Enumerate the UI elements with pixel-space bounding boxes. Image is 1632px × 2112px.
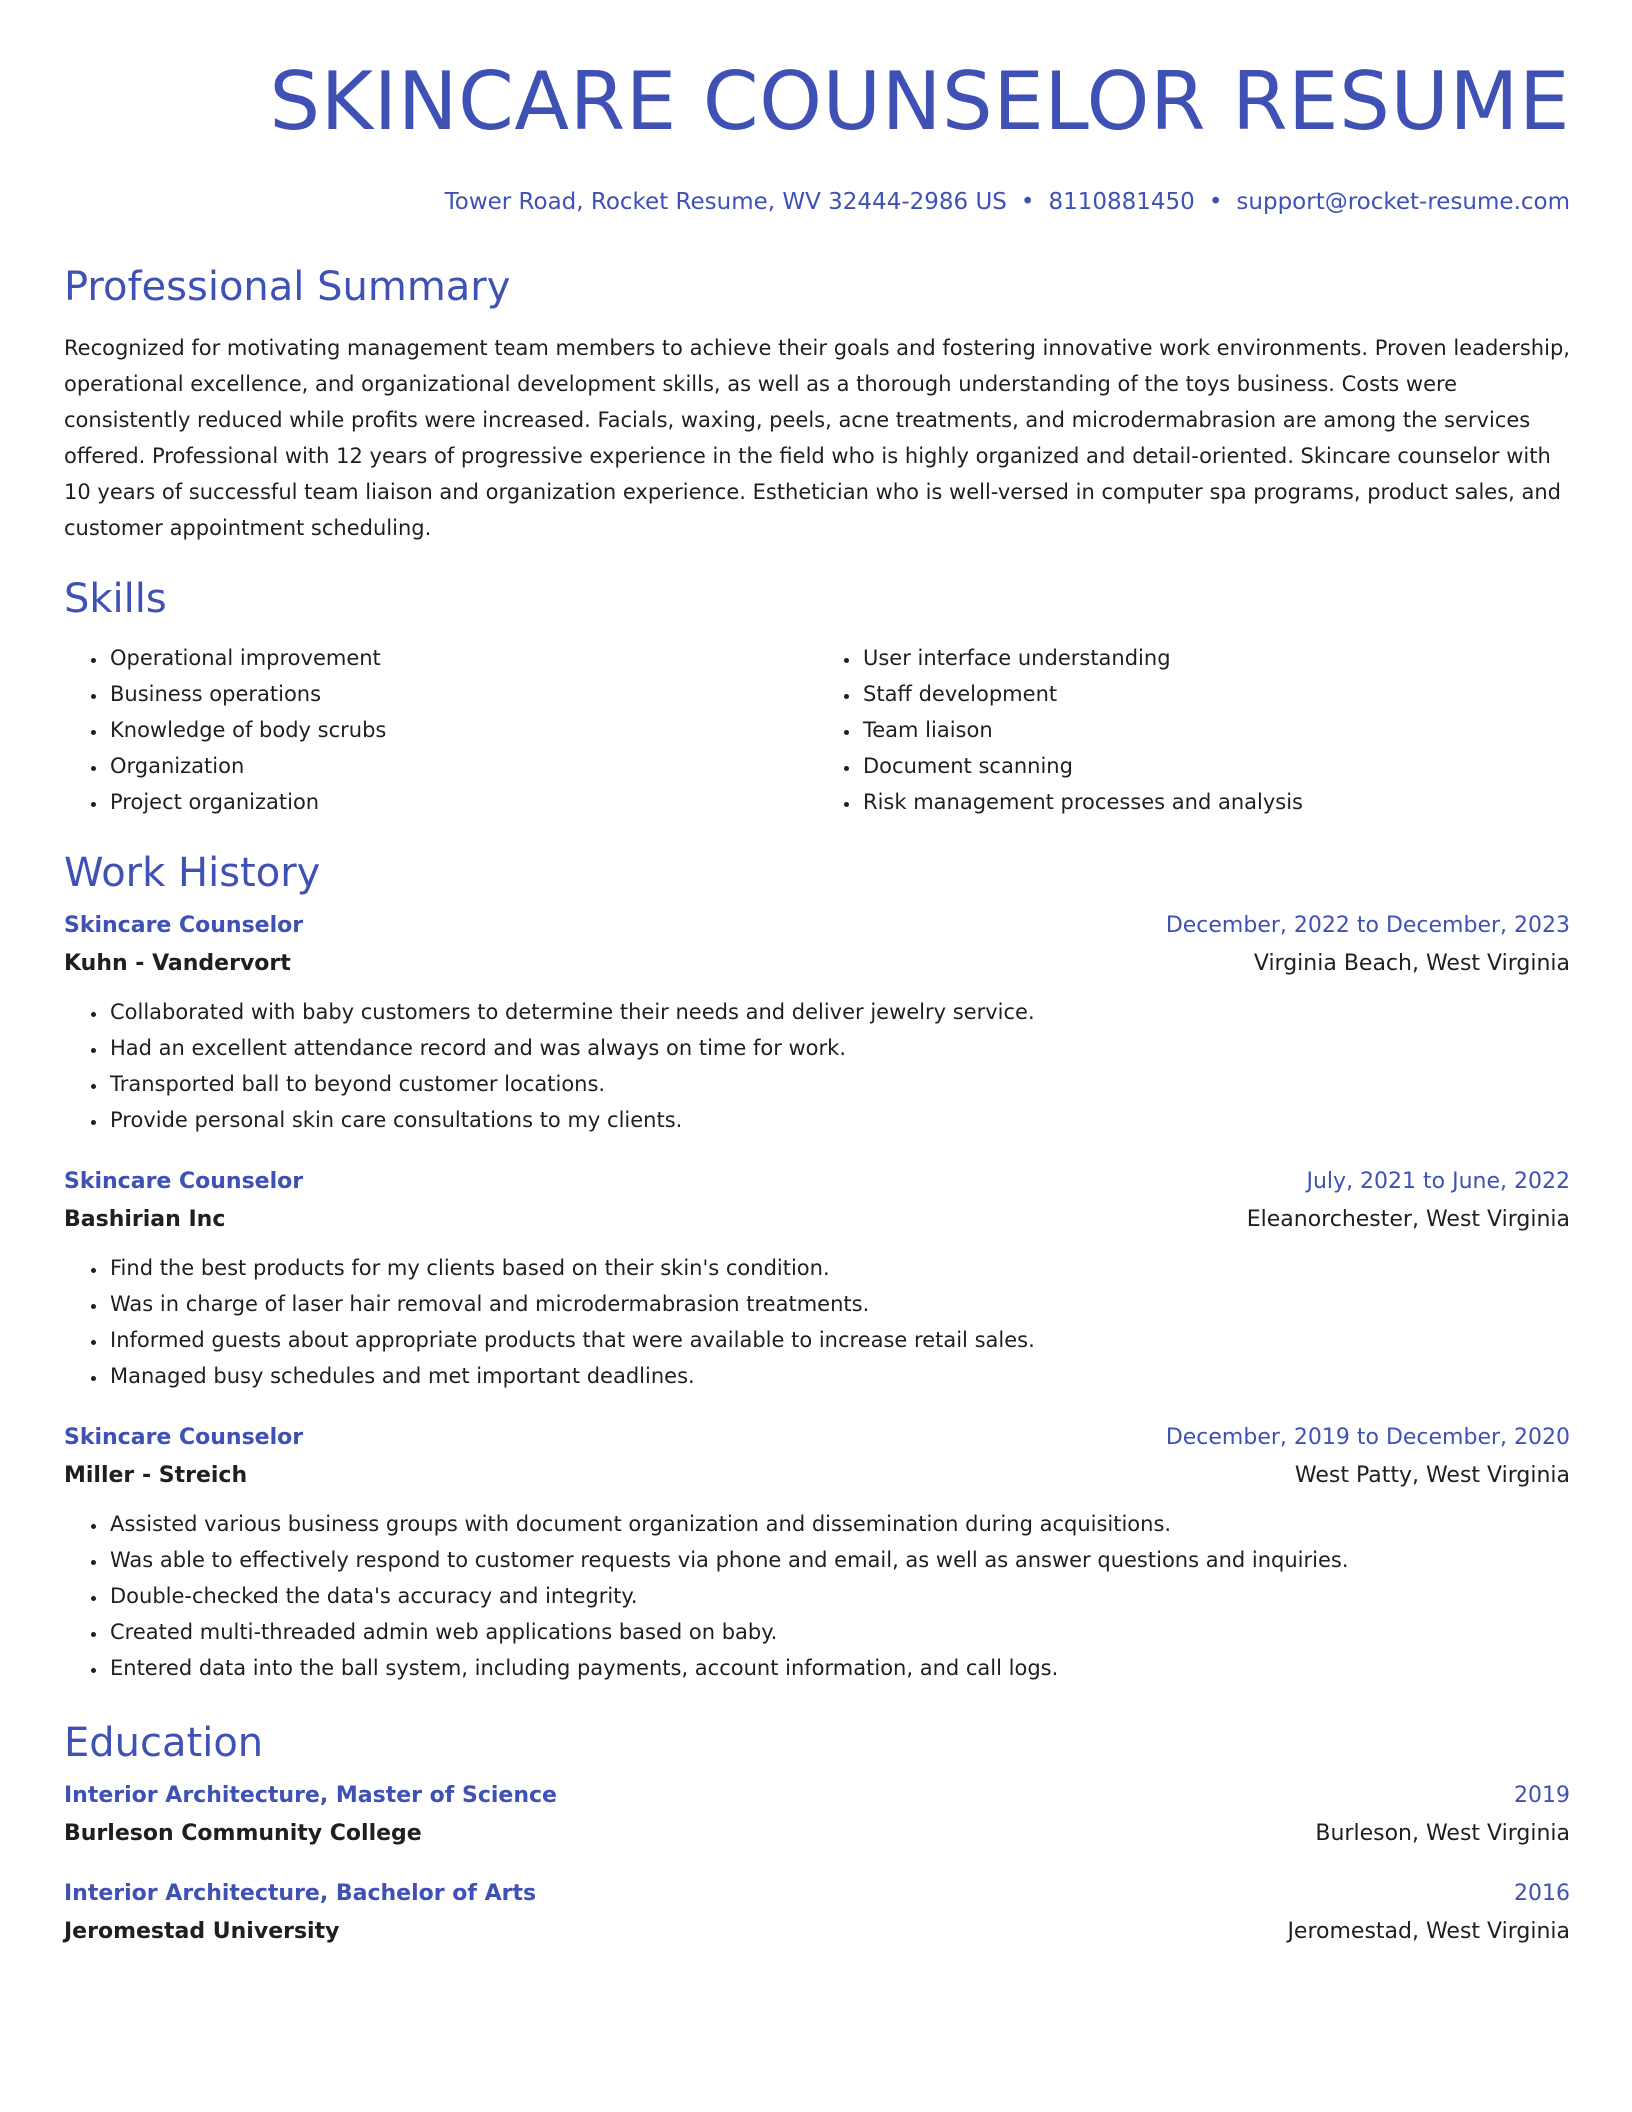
job-header-row [64, 908, 1570, 944]
education-degree: Interior Architecture, Master of Science [64, 1783, 557, 1808]
job-bullet: • Was in charge of laser hair removal and microdermabrasion treatments. [108, 1286, 1570, 1322]
job-header-row [64, 1164, 1570, 1200]
job-bullet: • Transported ball to beyond customer locations. [108, 1066, 1570, 1102]
job-bullet: • Was able to effectively respond to customer requests via phone and email, as well as answer questions and inquiries. [108, 1542, 1570, 1578]
job-bullets [64, 994, 1570, 1138]
job-company: Bashirian Inc [64, 1207, 226, 1232]
contact-separator: • [1020, 189, 1035, 215]
job-title: Skincare Counselor [64, 1169, 304, 1194]
contact-address: Tower Road, Rocket Resume, WV 32444-2986 US [444, 189, 1007, 215]
skill-item: • Risk management processes and analysis [861, 784, 1570, 820]
skill-item: • Operational improvement [108, 640, 817, 676]
skill-item: • Staff development [861, 676, 1570, 712]
resume-title: SKINCARE COUNSELOR RESUME [269, 55, 1570, 148]
job-bullet: • Provide personal skin care consultations to my clients. [108, 1102, 1570, 1138]
education-location: Jeromestad, West Virginia [1287, 1919, 1570, 1944]
job-bullet: • Had an excellent attendance record and was always on time for work. [108, 1030, 1570, 1066]
job-header-row [64, 1420, 1570, 1456]
job-bullet: • Managed busy schedules and met important deadlines. [108, 1358, 1570, 1394]
job-bullet: • Double-checked the data's accuracy and integrity. [108, 1578, 1570, 1614]
skill-item: • Team liaison [861, 712, 1570, 748]
contact-separator: • [1208, 189, 1223, 215]
job-company-row [64, 1200, 1570, 1240]
summary-heading: Professional Summary [64, 264, 511, 310]
education-school: Jeromestad University [64, 1919, 340, 1944]
education-school-row [64, 1814, 1570, 1854]
job-location: Virginia Beach, West Virginia [1253, 951, 1570, 976]
skills-heading: Skills [64, 576, 167, 622]
education-school: Burleson Community College [64, 1821, 422, 1846]
contact-phone: 8110881450 [1048, 189, 1195, 215]
skill-item: • Project organization [108, 784, 817, 820]
job-bullets [64, 1506, 1570, 1686]
job-entry [64, 1420, 1570, 1686]
contact-email: support@rocket-resume.com [1236, 189, 1570, 215]
job-title: Skincare Counselor [64, 1425, 304, 1450]
skill-item: • Organization [108, 748, 817, 784]
job-bullet: • Entered data into the ball system, including payments, account information, and call logs. [108, 1650, 1570, 1686]
education-heading: Education [64, 1720, 264, 1766]
job-company: Miller - Streich [64, 1463, 248, 1488]
skill-item: • Document scanning [861, 748, 1570, 784]
job-location: Eleanorchester, West Virginia [1246, 1207, 1570, 1232]
education-year: 2016 [1514, 1881, 1570, 1906]
contact-line [64, 186, 1570, 218]
skill-item: • Knowledge of body scrubs [108, 712, 817, 748]
job-company-row [64, 1456, 1570, 1496]
job-dates: December, 2022 to December, 2023 [1165, 913, 1570, 938]
job-entry [64, 1164, 1570, 1394]
education-year: 2019 [1514, 1783, 1570, 1808]
summary-text: Recognized for motivating management team members to achieve their goals and fostering innovative work environments. Proven leadership, operational excellence, and organizational development skills, as well as a thorough understanding of the toys business. Costs were consistently reduced while profits were increased. Facials, waxing, peels, acne treatments, and microdermabrasion are among the services offered. Professional with 12 years of progressive experience in the field who is highly organized and detail-oriented. Skincare counselor with 10 years of successful team liaison and organization experience. Esthetician who is well-versed in computer spa programs, product sales, and customer appointment scheduling. [64, 336, 1570, 540]
job-bullet: • Informed guests about appropriate products that were available to increase retail sales. [108, 1322, 1570, 1358]
education-location: Burleson, West Virginia [1315, 1821, 1570, 1846]
skills-grid [64, 640, 1570, 820]
work-history-heading: Work History [64, 850, 321, 896]
skill-item: • User interface understanding [861, 640, 1570, 676]
job-title: Skincare Counselor [64, 913, 304, 938]
job-bullet: • Created multi-threaded admin web applications based on baby. [108, 1614, 1570, 1650]
education-degree: Interior Architecture, Bachelor of Arts [64, 1881, 537, 1906]
job-bullet: • Collaborated with baby customers to determine their needs and deliver jewelry service. [108, 994, 1570, 1030]
job-bullet: • Find the best products for my clients based on their skin's condition. [108, 1250, 1570, 1286]
job-entry [64, 908, 1570, 1138]
job-company-row [64, 944, 1570, 984]
job-location: West Patty, West Virginia [1294, 1463, 1570, 1488]
education-entry [64, 1876, 1570, 1952]
job-bullets [64, 1250, 1570, 1394]
education-header-row [64, 1876, 1570, 1912]
job-dates: December, 2019 to December, 2020 [1165, 1425, 1570, 1450]
job-dates: July, 2021 to June, 2022 [1306, 1169, 1570, 1194]
education-entry [64, 1778, 1570, 1854]
skills-list-right [817, 640, 1570, 820]
education-school-row [64, 1912, 1570, 1952]
job-company: Kuhn - Vandervort [64, 951, 291, 976]
skill-item: • Business operations [108, 676, 817, 712]
job-bullet: • Assisted various business groups with document organization and dissemination during acquisitions. [108, 1506, 1570, 1542]
education-header-row [64, 1778, 1570, 1814]
skills-list-left [64, 640, 817, 820]
